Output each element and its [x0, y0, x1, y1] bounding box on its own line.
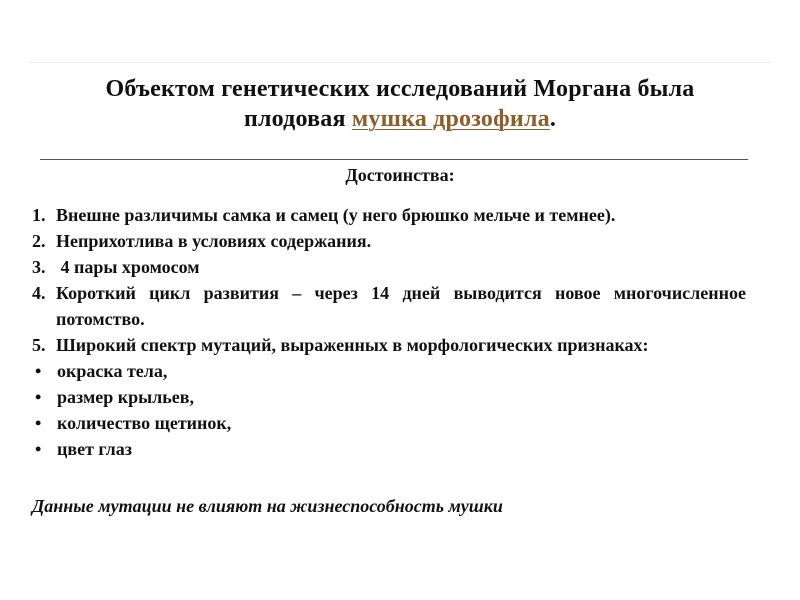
- list-marker: 1.: [32, 205, 46, 225]
- slide-title: [40, 74, 760, 134]
- bullet-item: [32, 358, 746, 384]
- bullet-item-text: цвет глаз: [57, 439, 133, 459]
- bullet-icon: •: [35, 439, 42, 459]
- bullet-icon: •: [35, 387, 42, 407]
- title-line-2: [40, 104, 760, 134]
- list-item-text: 4 пары хромосом: [56, 257, 200, 277]
- title-line-1: Объектом генетических исследований Моргана была: [105, 76, 695, 102]
- list-item: [32, 254, 746, 280]
- list-marker: 4.: [32, 283, 46, 303]
- advantages-heading: Достоинства:: [345, 165, 455, 185]
- title-line-2-suffix: .: [549, 106, 557, 132]
- list-item: [32, 202, 746, 228]
- list-item: [32, 228, 746, 254]
- list-marker: 3.: [32, 257, 46, 277]
- title-line-2-prefix: плодовая: [243, 106, 352, 132]
- bullet-icon: •: [35, 361, 42, 381]
- list-item-text: Внешне различимы самка и самец (у него брюшко мельче и темнее).: [56, 205, 616, 225]
- bullet-item: [32, 410, 746, 436]
- advantages-list: [32, 202, 746, 462]
- list-item-text: Широкий спектр мутаций, выраженных в морфологических признаках:: [56, 335, 649, 355]
- list-item: [32, 280, 746, 332]
- bullet-icon: •: [35, 413, 42, 433]
- list-item: [32, 332, 746, 358]
- drosophila-link[interactable]: мушка дрозофила: [351, 106, 550, 132]
- list-item-text: Неприхотлива в условиях содержания.: [56, 231, 372, 251]
- bullet-item-text: окраска тела,: [57, 361, 168, 381]
- bullet-item-text: размер крыльев,: [57, 387, 195, 407]
- bullet-item-text: количество щетинок,: [57, 413, 232, 433]
- conclusion-text: Данные мутации не влияют на жизнеспособность мушки: [32, 496, 503, 516]
- top-faint-rule: [28, 62, 772, 63]
- bullet-item: [32, 384, 746, 410]
- bullet-item: [32, 436, 746, 462]
- list-marker: 2.: [32, 231, 46, 251]
- title-divider: [40, 159, 748, 160]
- list-item-text: Короткий цикл развития – через 14 дней выводится новое многочисленное потомство.: [56, 283, 746, 329]
- list-marker: 5.: [32, 335, 46, 355]
